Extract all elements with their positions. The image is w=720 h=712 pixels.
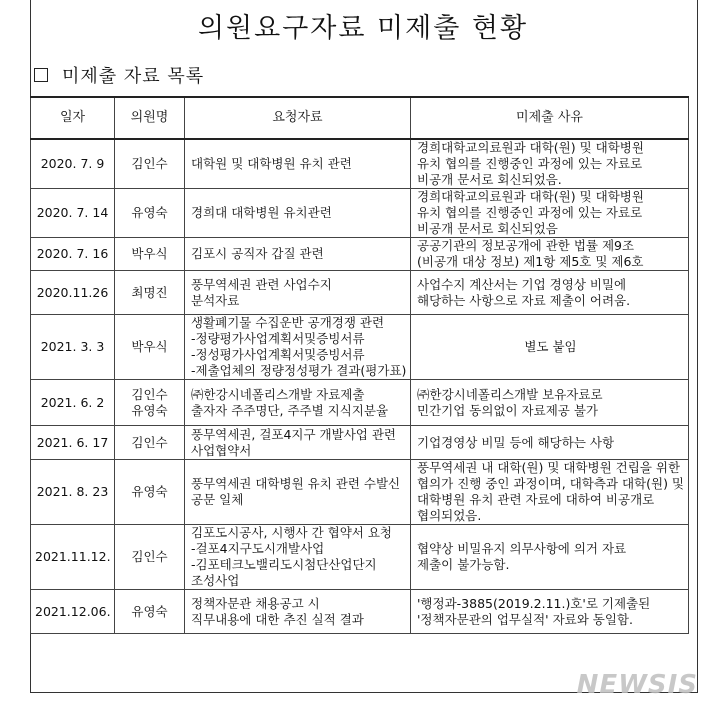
reason-line: 협의가 진행 중인 과정이며, 대학측과 대학(원) 및: [417, 476, 684, 491]
request-line: 김포도시공사, 시행사 간 협약서 요청: [191, 525, 392, 540]
cell-member: [115, 590, 185, 634]
cell-member: [115, 315, 185, 380]
table-row: [31, 315, 689, 380]
reason-line: 유치 협의를 진행중인 과정에 있는 자료로: [417, 156, 643, 171]
cell-request: [185, 189, 411, 238]
cell-date: 2020. 7. 16: [31, 238, 115, 271]
request-line: 조성사업: [191, 573, 240, 588]
reason-line: '정책자문관의 업무실적' 자료와 동일함.: [417, 611, 633, 627]
cell-reason: [411, 525, 689, 590]
table-row: [31, 590, 689, 634]
reason-line: 비공개 문서로 회신되었음.: [417, 172, 562, 187]
cell-member: [115, 189, 185, 238]
member-name: 김인수: [131, 156, 168, 171]
reason-line: 경희대학교의료원과 대학(원) 및 대학병원: [417, 140, 644, 155]
cell-date: 2021.12.06.: [31, 590, 115, 634]
cell-request: [185, 238, 411, 271]
cell-request: [185, 590, 411, 634]
request-line: -제출업체의 정량정성평가 결과(평가표): [191, 363, 406, 378]
reason-line: 경희대학교의료원과 대학(원) 및 대학병원: [417, 189, 644, 204]
table-row: [31, 139, 689, 189]
cell-member: [115, 238, 185, 271]
cell-member: [115, 426, 185, 460]
reason-line: 해당하는 사항으로 자료 제출이 어려움.: [417, 292, 631, 308]
section-title: 미제출 자료 목록: [62, 66, 205, 87]
request-line: 직무내용에 대한 추진 실적 결과: [191, 611, 364, 627]
request-line: 풍무역세권, 걸포4지구 개발사업 관련: [191, 426, 396, 442]
reason-line: 민간기업 동의없이 자료제공 불가: [417, 402, 598, 418]
watermark-logo: NEWSIS: [576, 670, 698, 700]
cell-member: [115, 139, 185, 189]
table-row: [31, 271, 689, 315]
cell-reason: [411, 315, 689, 380]
member-name: 유영숙: [131, 603, 168, 619]
request-line: 김포시 공직자 갑질 관련: [191, 246, 324, 261]
request-line: 사업협약서: [191, 442, 252, 458]
member-name: 김인수: [131, 434, 168, 450]
member-name: 김인수: [131, 549, 168, 564]
reason-line: 협약상 비밀유지 의무사항에 의거 자료: [417, 541, 627, 556]
member-name: 최명진: [131, 284, 168, 300]
cell-date: 2020.11.26: [31, 271, 115, 315]
member-name: 유영숙: [131, 484, 168, 499]
table-header-row: [31, 97, 689, 139]
member-name: 유영숙: [131, 205, 168, 220]
reason-line: ㈜한강시네폴리스개발 보유자료로: [417, 386, 603, 402]
request-line: 생활폐기물 수집운반 공개경쟁 관련: [191, 315, 385, 330]
table-row: [31, 189, 689, 238]
request-line: -김포테크노밸리도시첨단산업단지: [191, 557, 377, 572]
request-line: -정량평가사업계획서및증빙서류: [191, 331, 365, 346]
table-row: [31, 426, 689, 460]
cell-reason: [411, 426, 689, 460]
cell-request: [185, 460, 411, 525]
page-title: 의원요구자료 미제출 현황: [197, 13, 529, 44]
request-line: 공문 일체: [191, 492, 244, 507]
request-line: -정성평가사업계획서및증빙서류: [191, 347, 365, 362]
reason-line: 제출이 불가능함.: [417, 557, 510, 572]
cell-reason: [411, 189, 689, 238]
reason-line: 협의되었음.: [417, 508, 482, 523]
reason-line: 별도 붙임: [524, 339, 577, 354]
cell-date: 2021.11.12.: [31, 525, 115, 590]
request-line: 정책자문관 채용공고 시: [191, 595, 320, 611]
member-name: 유영숙: [131, 402, 168, 418]
cell-member: [115, 525, 185, 590]
cell-reason: [411, 590, 689, 634]
column-header-member: 의원명: [115, 97, 185, 139]
cell-date: 2020. 7. 14: [31, 189, 115, 238]
column-header-request: 요청자료: [185, 97, 411, 139]
cell-date: 2020. 7. 9: [31, 139, 115, 189]
missing-documents-table: [30, 96, 689, 634]
cell-date: 2021. 8. 23: [31, 460, 115, 525]
request-line: 풍무역세권 관련 사업수지: [191, 276, 332, 292]
cell-reason: [411, 380, 689, 426]
cell-member: [115, 271, 185, 315]
section-heading: [34, 62, 204, 88]
member-name: 박우식: [131, 246, 168, 261]
request-line: 풍무역세권 대학병원 유치 관련 수발신: [191, 476, 401, 491]
request-line: 경희대 대학병원 유치관련: [191, 205, 332, 220]
request-line: 대학원 및 대학병원 유치 관련: [191, 156, 352, 171]
cell-reason: [411, 139, 689, 189]
table-row: [31, 525, 689, 590]
reason-line: 풍무역세권 내 대학(원) 및 대학병원 건립을 위한: [417, 460, 681, 475]
reason-line: '행정과-3885(2019.2.11.)호'로 기제출된: [417, 595, 651, 611]
request-line: 출자자 주주명단, 주주별 지식지분율: [191, 402, 389, 418]
cell-request: [185, 525, 411, 590]
table-row: [31, 460, 689, 525]
member-name: 박우식: [131, 339, 168, 354]
member-name: 김인수: [131, 386, 168, 402]
cell-request: [185, 139, 411, 189]
reason-line: 기업경영상 비밀 등에 해당하는 사항: [417, 434, 615, 450]
request-line: ㈜한강시네폴리스개발 자료제출: [191, 386, 365, 402]
cell-reason: [411, 238, 689, 271]
table-row: [31, 380, 689, 426]
column-header-date: 일자: [31, 97, 115, 139]
cell-date: 2021. 3. 3: [31, 315, 115, 380]
column-header-reason: 미제출 사유: [411, 97, 689, 139]
reason-line: 비공개 문서로 회신되었음: [417, 221, 558, 236]
cell-reason: [411, 271, 689, 315]
cell-date: 2021. 6. 2: [31, 380, 115, 426]
reason-line: 공공기관의 정보공개에 관한 법률 제9조: [417, 238, 635, 253]
reason-line: 사업수지 계산서는 기업 경영상 비밀에: [417, 276, 627, 292]
table-row: [31, 238, 689, 271]
cell-request: [185, 426, 411, 460]
cell-request: [185, 271, 411, 315]
cell-date: 2021. 6. 17: [31, 426, 115, 460]
reason-line: 대학병원 유치 관련 자료에 대하여 비공개로: [417, 492, 655, 507]
cell-request: [185, 380, 411, 426]
cell-reason: [411, 460, 689, 525]
request-line: 분석자료: [191, 292, 240, 308]
reason-line: 유치 협의를 진행중인 과정에 있는 자료로: [417, 205, 643, 220]
checkbox-square-icon: [34, 68, 48, 82]
cell-request: [185, 315, 411, 380]
request-line: -걸포4지구도시개발사업: [191, 541, 325, 556]
cell-member: [115, 460, 185, 525]
reason-line: (비공개 대상 정보) 제1항 제5호 및 제6호: [417, 254, 644, 269]
cell-member: [115, 380, 185, 426]
